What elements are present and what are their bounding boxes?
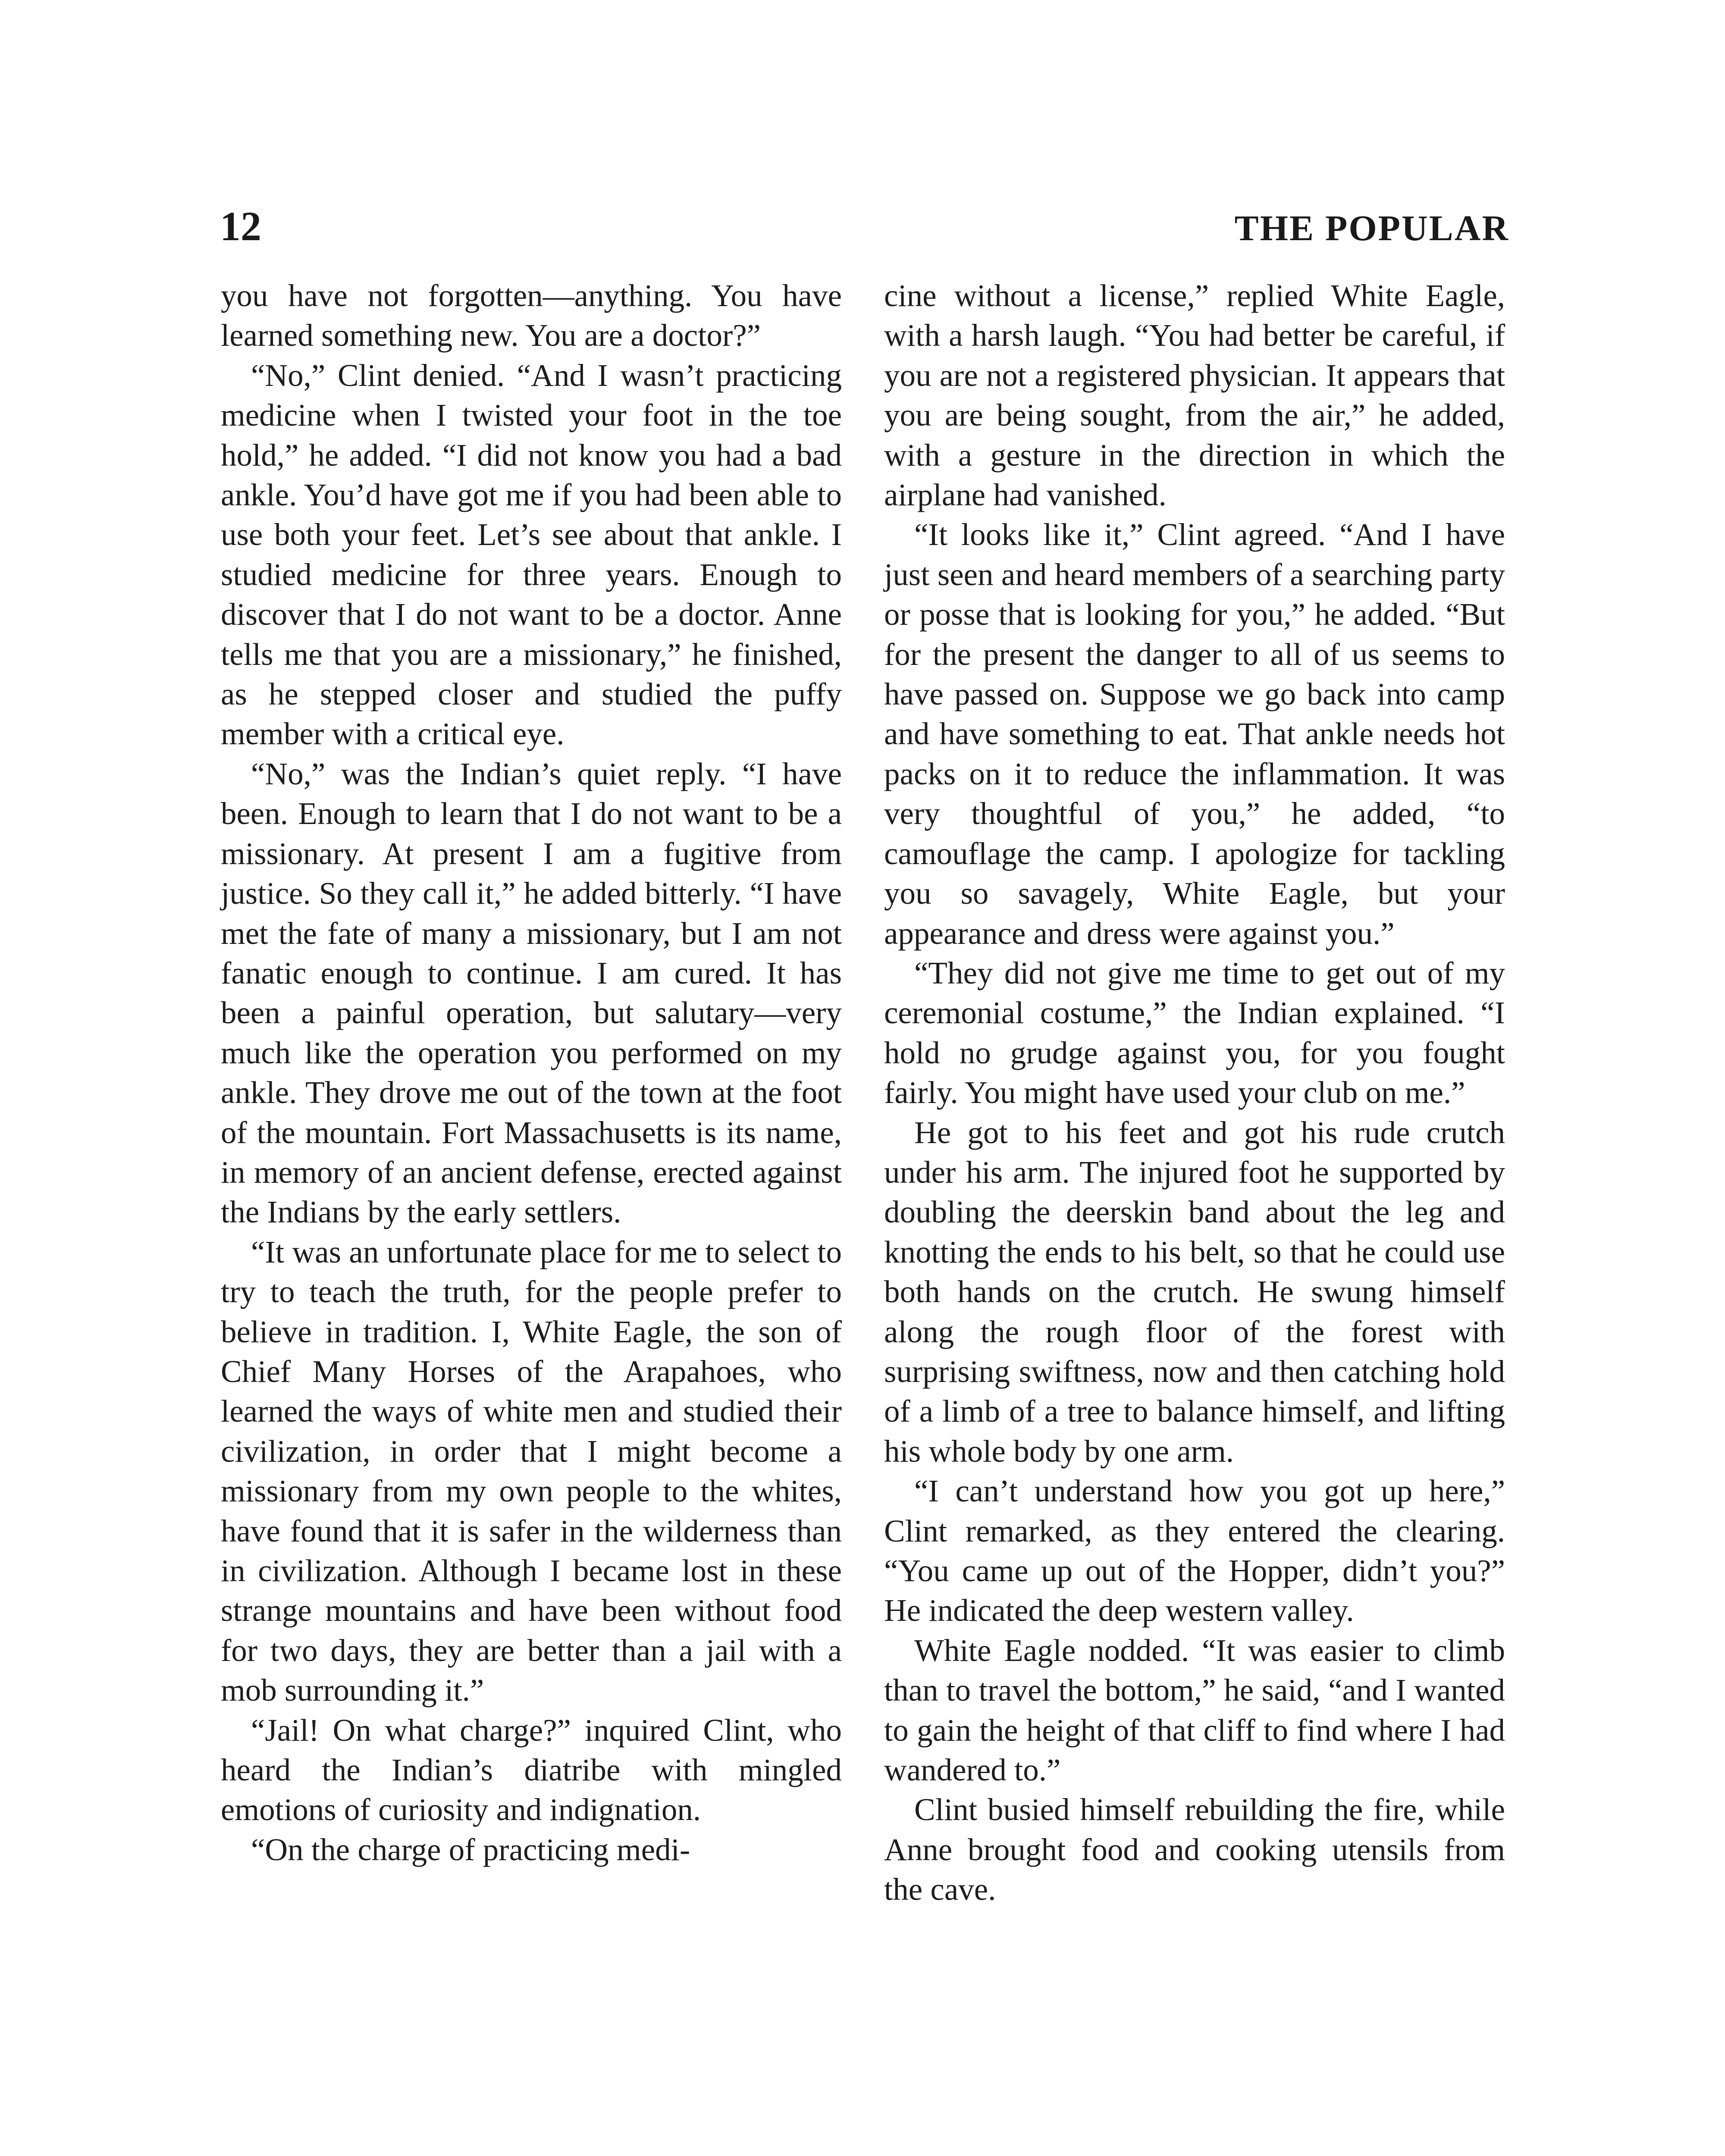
paragraph: “They did not give me time to get out of my ceremonial costume,” the Indian explained. “I hold no grudge against you, for you fought fairly. You might have used your club on me.”: [884, 955, 1505, 1110]
running-head: THE POPULAR: [1234, 208, 1509, 248]
paragraph: White Eagle nodded. “It was easier to climb than to travel the bottom,” he said, “and I wanted to gain the height of that cliff to find where I had wandered to.”: [884, 1633, 1505, 1788]
left-column: [221, 276, 842, 1870]
right-column: [884, 276, 1505, 1910]
page-number: 12: [220, 203, 261, 249]
paragraph: “I can’t understand how you got up here,” Clint remarked, as they entered the clearing. “You came up out of the Hopper, didn’t you?” He indicated the deep western valley.: [884, 1473, 1505, 1628]
paragraph: Clint busied himself rebuilding the fire, while Anne brought food and cooking utensils from the cave.: [884, 1792, 1505, 1907]
paragraph: “It looks like it,” Clint agreed. “And I have just seen and heard members of a searching party or posse that is looking for you,” he added. “But for the present the danger to all of us seems to have passed on. Suppose we go back into camp and have something to eat. That ankle needs hot packs on it to reduce the inflammation. It was very thoughtful of you,” he added, “to camouflage the camp. I apologize for tackling you so savagely, White Eagle, but your appearance and dress were against you.”: [884, 517, 1505, 951]
paragraph: cine without a license,” replied White Eagle, with a harsh laugh. “You had better be careful, if you are not a registered physician. It appears that you are being sought, from the air,” he added, with a gesture in the direction in which the airplane had vanished.: [884, 278, 1505, 513]
paragraph: “Jail! On what charge?” inquired Clint, who heard the Indian’s diatribe with mingled emotions of curiosity and indignation.: [221, 1712, 842, 1827]
paragraph: “No,” was the Indian’s quiet reply. “I have been. Enough to learn that I do not want to be a missionary. At present I am a fugitive from justice. So they call it,” he added bitterly. “I have met the fate of many a missionary, but I am not fanatic enough to continue. I am cured. It has been a painful operation, but salutary—very much like the operation you performed on my ankle. They drove me out of the town at the foot of the mountain. Fort Massachusetts is its name, in memory of an ancient defense, erected against the Indians by the early settlers.: [221, 756, 842, 1230]
paragraph: He got to his feet and got his rude crutch under his arm. The injured foot he supported by doubling the deerskin band about the leg and knotting the ends to his belt, so that he could use both hands on the crutch. He swung himself along the rough floor of the forest with surprising swiftness, now and then catching hold of a limb of a tree to balance himself, and lifting his whole body by one arm.: [884, 1115, 1505, 1469]
paragraph: “On the charge of practicing medi-: [251, 1832, 690, 1867]
page-header: [220, 203, 1509, 254]
paragraph: “It was an unfortunate place for me to select to try to teach the truth, for the people prefer to believe in tradition. I, White Eagle, the son of Chief Many Horses of the Arapahoes, who learned the ways of white men and studied their civilization, in order that I might become a missionary from my own people to the whites, have found that it is safer in the wilderness than in civilization. Although I became lost in these strange mountains and have been without food for two days, they are better than a jail with a mob surrounding it.”: [221, 1234, 842, 1708]
paragraph: “No,” Clint denied. “And I wasn’t practicing medicine when I twisted your foot in the toe hold,” he added. “I did not know you had a bad ankle. You’d have got me if you had been able to use both your feet. Let’s see about that ankle. I studied medicine for three years. Enough to discover that I do not want to be a doctor. Anne tells me that you are a missionary,” he finished, as he stepped closer and studied the puffy member with a critical eye.: [221, 357, 842, 752]
paragraph: you have not forgotten—anything. You have learned something new. You are a doctor?”: [221, 278, 842, 353]
